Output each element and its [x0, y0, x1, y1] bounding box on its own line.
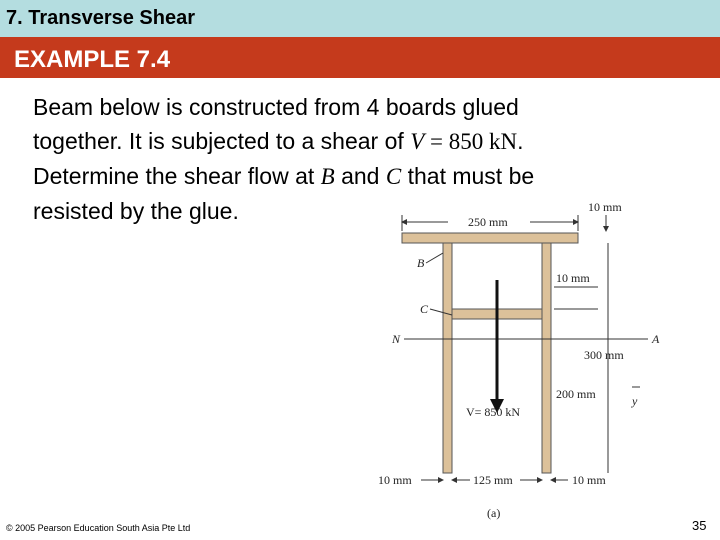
dim-label-top-thickness: 10 mm	[588, 200, 622, 214]
label-ybar: y	[632, 394, 638, 408]
dim-label-200: 200 mm	[556, 387, 596, 401]
problem-text: together. It is subjected to a shear of	[33, 128, 411, 154]
problem-text: and	[334, 163, 386, 189]
beam-cross-section-figure	[370, 195, 670, 525]
dim-label-300: 300 mm	[584, 348, 624, 362]
example-title: EXAMPLE 7.4	[14, 46, 171, 73]
dim-label-left-10: 10 mm	[378, 473, 412, 487]
variable-c: C	[385, 164, 402, 189]
label-force: V= 850 kN	[466, 405, 521, 419]
leader-b	[426, 253, 443, 263]
label-b: B	[417, 256, 425, 270]
label-c: C	[420, 302, 429, 316]
problem-line-2	[33, 124, 693, 159]
copyright: © 2005 Pearson Education South Asia Pte Ltd	[6, 523, 191, 533]
left-web-board	[443, 243, 452, 473]
problem-text: Determine the shear flow at	[33, 163, 321, 189]
page-number: 35	[692, 518, 707, 533]
label-n: N	[392, 332, 401, 346]
problem-line-3	[33, 159, 693, 194]
top-board	[402, 233, 578, 243]
dim-label-250: 250 mm	[468, 215, 508, 229]
problem-text: .	[517, 128, 524, 154]
problem-text: that must be	[401, 163, 535, 189]
right-web-board	[542, 243, 551, 473]
shear-unit: N	[500, 129, 518, 154]
dim-label-gap: 10 mm	[556, 271, 590, 285]
dim-label-right-10: 10 mm	[572, 473, 606, 487]
label-a: A	[652, 332, 660, 346]
dim-label-125: 125 mm	[473, 473, 513, 487]
problem-line-1: Beam below is constructed from 4 boards glued	[33, 94, 519, 120]
slide-section-title: 7. Transverse Shear	[6, 7, 196, 29]
problem-line-4: resisted by the glue.	[33, 198, 239, 224]
shear-value: = 850 k	[424, 129, 501, 154]
variable-b: B	[320, 164, 335, 189]
figure-caption: (a)	[487, 506, 501, 520]
variable-v: V	[410, 129, 425, 154]
